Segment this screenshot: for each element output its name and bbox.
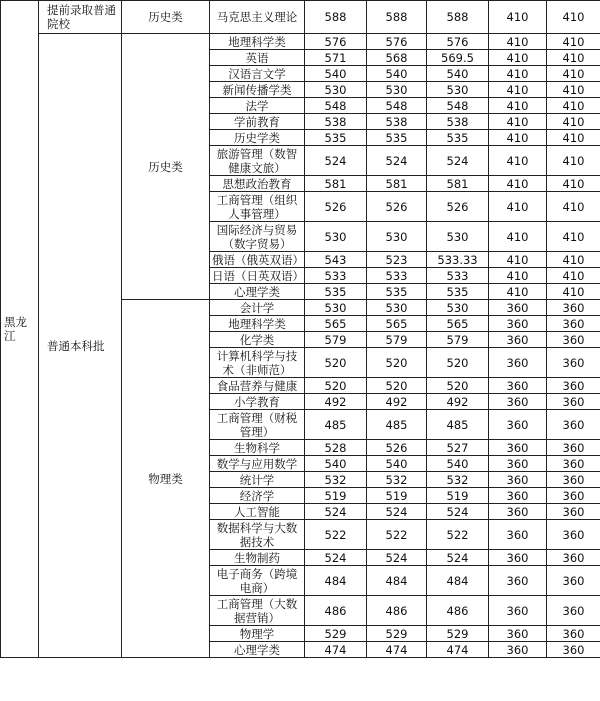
table-row bbox=[1, 1, 600, 34]
score-cell-5: 360 bbox=[547, 410, 600, 440]
score-cell-5: 410 bbox=[547, 50, 600, 66]
score-cell-2: 522 bbox=[367, 520, 427, 550]
score-cell-4: 360 bbox=[489, 626, 547, 642]
score-cell-4: 410 bbox=[489, 34, 547, 50]
score-cell-4: 360 bbox=[489, 596, 547, 626]
major-cell: 经济学 bbox=[210, 488, 305, 504]
score-cell-1: 565 bbox=[305, 316, 367, 332]
score-cell-2: 520 bbox=[367, 378, 427, 394]
score-cell-4: 360 bbox=[489, 504, 547, 520]
score-cell-4: 360 bbox=[489, 642, 547, 658]
score-cell-1: 524 bbox=[305, 504, 367, 520]
score-cell-3: 532 bbox=[427, 472, 489, 488]
score-cell-2: 526 bbox=[367, 440, 427, 456]
score-cell-3: 527 bbox=[427, 440, 489, 456]
score-cell-1: 538 bbox=[305, 114, 367, 130]
score-cell-2: 474 bbox=[367, 642, 427, 658]
major-cell: 化学类 bbox=[210, 332, 305, 348]
score-cell-3: 519 bbox=[427, 488, 489, 504]
major-cell: 工商管理（大数据营销） bbox=[210, 596, 305, 626]
score-cell-3: 524 bbox=[427, 550, 489, 566]
score-cell-4: 360 bbox=[489, 520, 547, 550]
score-cell-5: 410 bbox=[547, 252, 600, 268]
score-cell-4: 410 bbox=[489, 284, 547, 300]
score-cell-2: 492 bbox=[367, 394, 427, 410]
score-cell-2: 524 bbox=[367, 146, 427, 176]
score-cell-4: 410 bbox=[489, 50, 547, 66]
score-cell-5: 360 bbox=[547, 626, 600, 642]
score-cell-3: 538 bbox=[427, 114, 489, 130]
score-cell-3: 565 bbox=[427, 316, 489, 332]
score-cell-3: 581 bbox=[427, 176, 489, 192]
score-cell-2: 538 bbox=[367, 114, 427, 130]
score-cell-3: 474 bbox=[427, 642, 489, 658]
score-cell-1: 484 bbox=[305, 566, 367, 596]
major-cell: 物理学 bbox=[210, 626, 305, 642]
score-cell-5: 360 bbox=[547, 550, 600, 566]
score-cell-5: 410 bbox=[547, 268, 600, 284]
score-cell-2: 548 bbox=[367, 98, 427, 114]
score-cell-5: 360 bbox=[547, 316, 600, 332]
score-cell-4: 360 bbox=[489, 456, 547, 472]
score-cell-5: 360 bbox=[547, 332, 600, 348]
score-cell-5: 360 bbox=[547, 456, 600, 472]
major-cell: 统计学 bbox=[210, 472, 305, 488]
score-cell-2: 532 bbox=[367, 472, 427, 488]
score-cell-2: 523 bbox=[367, 252, 427, 268]
score-cell-1: 528 bbox=[305, 440, 367, 456]
score-cell-5: 410 bbox=[547, 192, 600, 222]
major-cell: 心理学类 bbox=[210, 284, 305, 300]
major-cell: 旅游管理（数智健康文旅） bbox=[210, 146, 305, 176]
score-cell-4: 410 bbox=[489, 66, 547, 82]
score-cell-1: 543 bbox=[305, 252, 367, 268]
score-cell-4: 360 bbox=[489, 316, 547, 332]
score-cell-3: 530 bbox=[427, 82, 489, 98]
major-cell: 生物科学 bbox=[210, 440, 305, 456]
score-cell-5: 360 bbox=[547, 472, 600, 488]
score-cell-1: 571 bbox=[305, 50, 367, 66]
score-cell-3: 486 bbox=[427, 596, 489, 626]
score-cell-2: 535 bbox=[367, 130, 427, 146]
score-cell-1: 579 bbox=[305, 332, 367, 348]
score-cell-1: 548 bbox=[305, 98, 367, 114]
score-cell-1: 524 bbox=[305, 550, 367, 566]
score-cell-5: 360 bbox=[547, 394, 600, 410]
score-cell-3: 579 bbox=[427, 332, 489, 348]
province-cell: 黑龙江 bbox=[1, 1, 39, 658]
batch-cell: 提前录取普通院校 bbox=[39, 1, 122, 34]
score-cell-1: 588 bbox=[305, 1, 367, 34]
score-cell-4: 410 bbox=[489, 98, 547, 114]
score-cell-1: 530 bbox=[305, 300, 367, 316]
score-cell-1: 524 bbox=[305, 146, 367, 176]
score-cell-2: 540 bbox=[367, 456, 427, 472]
score-cell-3: 576 bbox=[427, 34, 489, 50]
major-cell: 英语 bbox=[210, 50, 305, 66]
score-cell-1: 522 bbox=[305, 520, 367, 550]
score-cell-4: 360 bbox=[489, 550, 547, 566]
score-cell-4: 360 bbox=[489, 472, 547, 488]
score-cell-1: 576 bbox=[305, 34, 367, 50]
score-cell-1: 486 bbox=[305, 596, 367, 626]
score-cell-5: 360 bbox=[547, 504, 600, 520]
score-cell-4: 360 bbox=[489, 378, 547, 394]
score-cell-1: 532 bbox=[305, 472, 367, 488]
score-cell-1: 529 bbox=[305, 626, 367, 642]
table-row bbox=[1, 34, 600, 50]
score-cell-1: 535 bbox=[305, 130, 367, 146]
major-cell: 工商管理（组织人事管理） bbox=[210, 192, 305, 222]
table-body bbox=[1, 1, 600, 658]
score-cell-2: 524 bbox=[367, 550, 427, 566]
score-cell-5: 410 bbox=[547, 176, 600, 192]
score-cell-4: 360 bbox=[489, 332, 547, 348]
score-cell-5: 410 bbox=[547, 114, 600, 130]
major-cell: 俄语（俄英双语） bbox=[210, 252, 305, 268]
score-cell-2: 540 bbox=[367, 66, 427, 82]
score-cell-2: 520 bbox=[367, 348, 427, 378]
score-cell-2: 529 bbox=[367, 626, 427, 642]
score-cell-1: 519 bbox=[305, 488, 367, 504]
score-cell-4: 410 bbox=[489, 268, 547, 284]
score-cell-2: 530 bbox=[367, 300, 427, 316]
major-cell: 历史学类 bbox=[210, 130, 305, 146]
major-cell: 心理学类 bbox=[210, 642, 305, 658]
score-cell-5: 360 bbox=[547, 642, 600, 658]
score-cell-5: 360 bbox=[547, 440, 600, 456]
score-cell-1: 526 bbox=[305, 192, 367, 222]
major-cell: 国际经济与贸易（数字贸易） bbox=[210, 222, 305, 252]
score-cell-4: 410 bbox=[489, 1, 547, 34]
score-cell-4: 360 bbox=[489, 394, 547, 410]
subject-cell: 历史类 bbox=[122, 1, 210, 34]
score-cell-3: 540 bbox=[427, 66, 489, 82]
score-cell-2: 581 bbox=[367, 176, 427, 192]
score-cell-2: 535 bbox=[367, 284, 427, 300]
score-cell-3: 522 bbox=[427, 520, 489, 550]
score-cell-2: 565 bbox=[367, 316, 427, 332]
score-cell-1: 535 bbox=[305, 284, 367, 300]
score-cell-3: 484 bbox=[427, 566, 489, 596]
score-cell-5: 360 bbox=[547, 520, 600, 550]
major-cell: 马克思主义理论 bbox=[210, 1, 305, 34]
score-cell-3: 535 bbox=[427, 130, 489, 146]
score-cell-5: 410 bbox=[547, 34, 600, 50]
major-cell: 地理科学类 bbox=[210, 316, 305, 332]
score-cell-3: 533.33 bbox=[427, 252, 489, 268]
score-cell-5: 360 bbox=[547, 566, 600, 596]
score-cell-3: 569.5 bbox=[427, 50, 489, 66]
score-cell-1: 474 bbox=[305, 642, 367, 658]
score-cell-2: 486 bbox=[367, 596, 427, 626]
score-cell-1: 581 bbox=[305, 176, 367, 192]
score-cell-2: 519 bbox=[367, 488, 427, 504]
score-cell-4: 410 bbox=[489, 222, 547, 252]
score-cell-4: 360 bbox=[489, 440, 547, 456]
major-cell: 工商管理（财税管理） bbox=[210, 410, 305, 440]
score-cell-3: 535 bbox=[427, 284, 489, 300]
score-cell-5: 410 bbox=[547, 284, 600, 300]
score-cell-2: 579 bbox=[367, 332, 427, 348]
score-cell-2: 526 bbox=[367, 192, 427, 222]
score-cell-4: 410 bbox=[489, 192, 547, 222]
score-cell-3: 526 bbox=[427, 192, 489, 222]
major-cell: 生物制药 bbox=[210, 550, 305, 566]
score-cell-1: 530 bbox=[305, 222, 367, 252]
score-cell-5: 410 bbox=[547, 82, 600, 98]
major-cell: 人工智能 bbox=[210, 504, 305, 520]
score-cell-4: 410 bbox=[489, 114, 547, 130]
major-cell: 学前教育 bbox=[210, 114, 305, 130]
score-cell-3: 524 bbox=[427, 146, 489, 176]
major-cell: 新闻传播学类 bbox=[210, 82, 305, 98]
score-cell-4: 410 bbox=[489, 176, 547, 192]
score-cell-4: 410 bbox=[489, 252, 547, 268]
score-cell-3: 540 bbox=[427, 456, 489, 472]
score-cell-5: 410 bbox=[547, 130, 600, 146]
score-cell-3: 529 bbox=[427, 626, 489, 642]
score-cell-1: 520 bbox=[305, 348, 367, 378]
score-cell-1: 530 bbox=[305, 82, 367, 98]
score-cell-4: 360 bbox=[489, 488, 547, 504]
score-cell-2: 524 bbox=[367, 504, 427, 520]
score-cell-1: 485 bbox=[305, 410, 367, 440]
score-cell-1: 540 bbox=[305, 66, 367, 82]
major-cell: 地理科学类 bbox=[210, 34, 305, 50]
score-cell-4: 410 bbox=[489, 82, 547, 98]
major-cell: 数学与应用数学 bbox=[210, 456, 305, 472]
score-cell-3: 485 bbox=[427, 410, 489, 440]
major-cell: 日语（日英双语） bbox=[210, 268, 305, 284]
score-cell-5: 410 bbox=[547, 222, 600, 252]
batch-cell: 普通本科批 bbox=[39, 34, 122, 658]
major-cell: 会计学 bbox=[210, 300, 305, 316]
score-cell-3: 533 bbox=[427, 268, 489, 284]
score-cell-3: 520 bbox=[427, 348, 489, 378]
subject-cell: 物理类 bbox=[122, 300, 210, 658]
score-cell-3: 492 bbox=[427, 394, 489, 410]
major-cell: 电子商务（跨境电商） bbox=[210, 566, 305, 596]
score-cell-5: 410 bbox=[547, 1, 600, 34]
subject-cell: 历史类 bbox=[122, 34, 210, 300]
major-cell: 小学教育 bbox=[210, 394, 305, 410]
score-cell-4: 360 bbox=[489, 566, 547, 596]
major-cell: 汉语言文学 bbox=[210, 66, 305, 82]
score-cell-5: 360 bbox=[547, 348, 600, 378]
score-cell-3: 588 bbox=[427, 1, 489, 34]
score-cell-2: 568 bbox=[367, 50, 427, 66]
score-cell-1: 533 bbox=[305, 268, 367, 284]
score-cell-4: 360 bbox=[489, 410, 547, 440]
major-cell: 数据科学与大数据技术 bbox=[210, 520, 305, 550]
score-cell-2: 588 bbox=[367, 1, 427, 34]
score-cell-2: 485 bbox=[367, 410, 427, 440]
score-cell-1: 540 bbox=[305, 456, 367, 472]
score-cell-3: 530 bbox=[427, 222, 489, 252]
score-cell-5: 360 bbox=[547, 300, 600, 316]
score-cell-4: 410 bbox=[489, 130, 547, 146]
score-cell-5: 410 bbox=[547, 66, 600, 82]
score-cell-4: 360 bbox=[489, 300, 547, 316]
major-cell: 食品营养与健康 bbox=[210, 378, 305, 394]
score-cell-3: 524 bbox=[427, 504, 489, 520]
major-cell: 计算机科学与技术（非师范） bbox=[210, 348, 305, 378]
score-cell-5: 410 bbox=[547, 146, 600, 176]
score-cell-2: 576 bbox=[367, 34, 427, 50]
score-cell-2: 533 bbox=[367, 268, 427, 284]
score-cell-5: 410 bbox=[547, 98, 600, 114]
score-cell-3: 548 bbox=[427, 98, 489, 114]
score-cell-3: 520 bbox=[427, 378, 489, 394]
score-cell-4: 410 bbox=[489, 146, 547, 176]
major-cell: 法学 bbox=[210, 98, 305, 114]
score-cell-3: 530 bbox=[427, 300, 489, 316]
score-cell-1: 492 bbox=[305, 394, 367, 410]
score-cell-5: 360 bbox=[547, 488, 600, 504]
score-cell-5: 360 bbox=[547, 596, 600, 626]
score-cell-1: 520 bbox=[305, 378, 367, 394]
score-cell-5: 360 bbox=[547, 378, 600, 394]
score-cell-4: 360 bbox=[489, 348, 547, 378]
major-cell: 思想政治教育 bbox=[210, 176, 305, 192]
score-cell-2: 530 bbox=[367, 82, 427, 98]
score-cell-2: 484 bbox=[367, 566, 427, 596]
score-cell-2: 530 bbox=[367, 222, 427, 252]
